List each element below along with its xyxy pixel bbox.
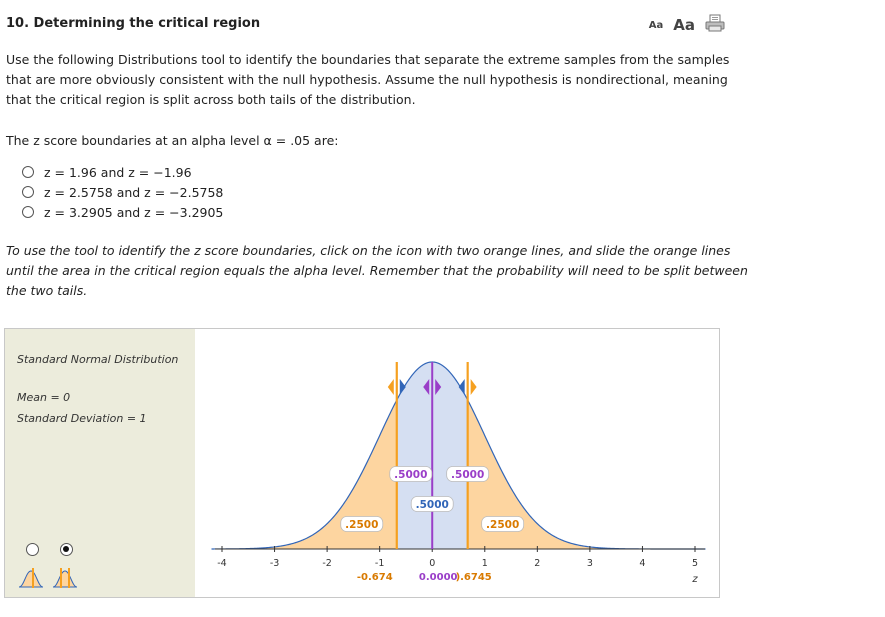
- area-label-right-tail: [482, 517, 524, 532]
- axis-tick-label: 1: [481, 558, 488, 569]
- answer-option-2[interactable]: [22, 182, 223, 202]
- axis-tick-label: -4: [217, 558, 227, 569]
- answer-option-3[interactable]: [22, 202, 223, 222]
- area-label-left-tail: [341, 517, 383, 532]
- drag-arrow[interactable]: [471, 379, 477, 395]
- question-prompt: The z score boundaries at an alpha level α = .05 are:: [6, 133, 339, 148]
- increase-font-button[interactable]: Aa: [673, 16, 695, 34]
- question-paragraph: [6, 50, 729, 110]
- area-value-text: .2500: [345, 519, 379, 531]
- instruction-line: To use the tool to identify the z score boundaries, click on the icon with two orange lines, and slide the orange lines: [6, 243, 731, 258]
- answer-options: [22, 162, 223, 222]
- area-value-text: .5000: [415, 499, 449, 511]
- radio-button[interactable]: [22, 166, 34, 178]
- distributions-tool: [4, 328, 720, 598]
- right-boundary-value: ).6745: [455, 572, 492, 583]
- axis-tick-label: 3: [586, 558, 593, 569]
- option-label: z = 3.2905 and z = −3.2905: [44, 204, 224, 220]
- toolbar: [649, 14, 725, 36]
- center-boundary-value: 0.0000: [418, 572, 458, 583]
- tool-sidebar: [5, 329, 195, 597]
- instruction-line: until the area in the critical region equals the alpha level. Remember that the probability will need to be split between: [6, 263, 748, 278]
- axis-tick-label: -2: [322, 558, 332, 569]
- axis-tick-label: 0: [429, 558, 436, 569]
- answer-option-1[interactable]: [22, 162, 223, 182]
- tool-instructions: [6, 241, 748, 301]
- paragraph-line: Use the following Distributions tool to identify the boundaries that separate the extreme samples from the samples: [6, 52, 730, 67]
- distribution-name: Standard Normal Distribution: [17, 353, 179, 366]
- radio-button[interactable]: [22, 206, 34, 218]
- x-axis-label: z: [692, 574, 698, 585]
- drag-arrow[interactable]: [388, 379, 394, 395]
- area-label-center: [411, 497, 453, 512]
- area-value-text: .5000: [451, 469, 485, 481]
- radio-button[interactable]: [22, 186, 34, 198]
- axis-tick-label: 2: [534, 558, 541, 569]
- left-boundary-value: -0.674: [356, 572, 393, 583]
- axis-tick-label: 4: [639, 558, 646, 569]
- mean-label: Mean = 0: [17, 391, 71, 404]
- area-label-right-of-center: [447, 467, 489, 482]
- axis-tick-label: -1: [374, 558, 385, 569]
- sd-label: Standard Deviation = 1: [17, 412, 147, 425]
- axis-tick-label: -3: [269, 558, 280, 569]
- area-value-text: .5000: [394, 469, 428, 481]
- center-area: [211, 362, 705, 549]
- decrease-font-button[interactable]: Aa: [648, 19, 664, 31]
- area-label-left-of-center: [390, 467, 432, 482]
- paragraph-line: that are more obviously consistent with the null hypothesis. Assume the null hypothesis is nondirectional, meaning: [6, 72, 728, 87]
- mode-radio-single-line[interactable]: [26, 543, 39, 556]
- mode-radio-two-lines[interactable]: [60, 543, 73, 556]
- question-title: 10. Determining the critical region: [6, 16, 261, 31]
- print-icon[interactable]: [705, 14, 725, 36]
- single-line-tool-icon[interactable]: [17, 567, 45, 593]
- two-lines-tool-icon[interactable]: [51, 567, 79, 593]
- instruction-line: the two tails.: [6, 283, 88, 298]
- distribution-chart: [195, 329, 719, 597]
- paragraph-line: that the critical region is split across both tails of the distribution.: [6, 92, 416, 107]
- option-label: z = 2.5758 and z = −2.5758: [44, 184, 224, 200]
- option-label: z = 1.96 and z = −1.96: [44, 164, 192, 180]
- area-value-text: .2500: [486, 519, 520, 531]
- axis-tick-label: 5: [691, 558, 699, 569]
